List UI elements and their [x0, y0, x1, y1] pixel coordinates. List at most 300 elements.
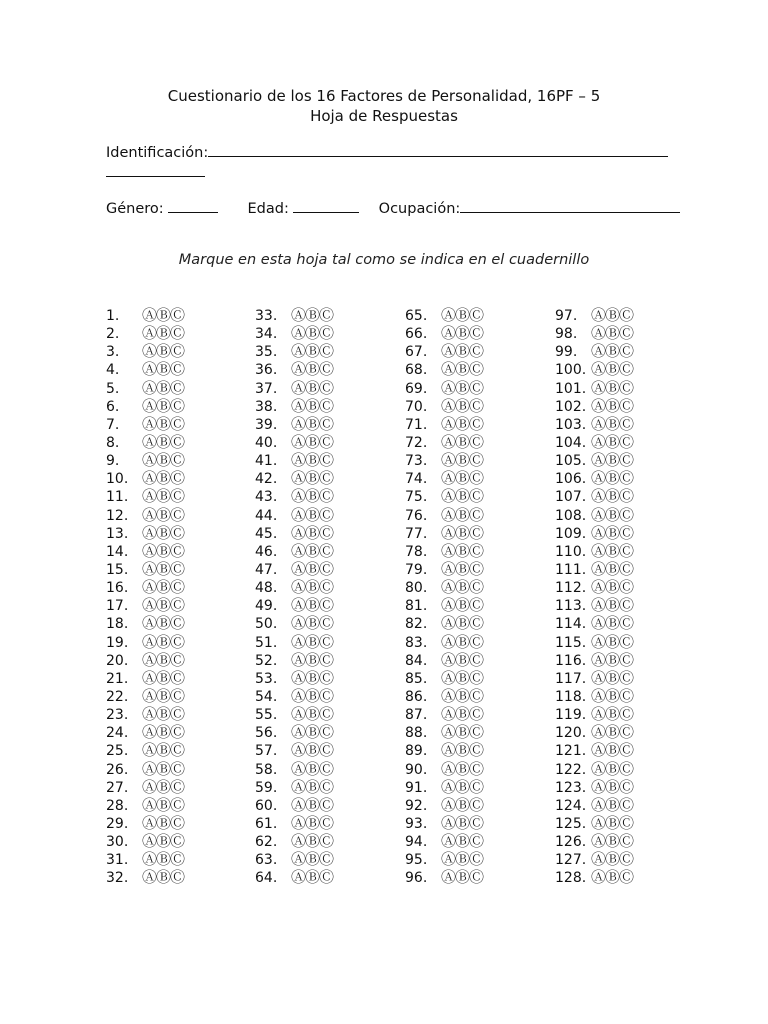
answer-options[interactable]: ⒶⒷⒸ	[591, 650, 634, 669]
answer-options[interactable]: ⒶⒷⒸ	[142, 505, 185, 524]
answer-options[interactable]: ⒶⒷⒸ	[291, 705, 334, 724]
answer-options[interactable]: ⒶⒷⒸ	[441, 432, 484, 451]
answer-options[interactable]: ⒶⒷⒸ	[291, 342, 334, 361]
answer-row-44	[255, 506, 395, 524]
answer-options[interactable]: ⒶⒷⒸ	[591, 777, 634, 796]
answer-options[interactable]: ⒶⒷⒸ	[591, 451, 634, 470]
answer-options[interactable]: ⒶⒷⒸ	[441, 795, 484, 814]
answer-row-56	[255, 723, 395, 741]
question-number: 22.	[106, 688, 129, 705]
question-number: 114.	[555, 616, 587, 633]
question-number: 78.	[405, 543, 428, 560]
answer-row-57	[255, 741, 395, 759]
answer-options[interactable]: ⒶⒷⒸ	[441, 777, 484, 796]
answer-row-65	[405, 306, 545, 324]
answer-options[interactable]: ⒶⒷⒸ	[291, 596, 334, 615]
answer-row-123	[555, 778, 695, 796]
question-number: 43.	[255, 489, 278, 506]
question-number: 125.	[555, 815, 587, 832]
answer-options[interactable]: ⒶⒷⒸ	[142, 487, 185, 506]
question-number: 76.	[405, 507, 428, 524]
answer-options[interactable]: ⒶⒷⒸ	[441, 541, 484, 560]
answer-options[interactable]: ⒶⒷⒸ	[441, 741, 484, 760]
identificacion-field[interactable]	[106, 142, 668, 161]
identificacion-blank-2[interactable]	[106, 162, 205, 177]
answer-options[interactable]: ⒶⒷⒸ	[142, 650, 185, 669]
question-number: 74.	[405, 471, 428, 488]
question-number: 82.	[405, 616, 428, 633]
question-number: 50.	[255, 616, 278, 633]
answer-options[interactable]: ⒶⒷⒸ	[591, 868, 634, 887]
answer-row-76	[405, 506, 545, 524]
answer-options[interactable]: ⒶⒷⒸ	[291, 360, 334, 379]
answer-row-104	[555, 433, 695, 451]
answer-row-67	[405, 342, 545, 360]
answer-row-29	[106, 814, 246, 832]
question-number: 90.	[405, 761, 428, 778]
answer-options[interactable]: ⒶⒷⒸ	[591, 723, 634, 742]
question-number: 21.	[106, 670, 129, 687]
answer-row-75	[405, 487, 545, 505]
answer-row-88	[405, 723, 545, 741]
question-number: 32.	[106, 870, 129, 887]
answer-options[interactable]: ⒶⒷⒸ	[142, 523, 185, 542]
question-number: 38.	[255, 398, 278, 415]
answer-row-126	[555, 832, 695, 850]
answer-options[interactable]: ⒶⒷⒸ	[591, 505, 634, 524]
answer-row-121	[555, 741, 695, 759]
question-number: 89.	[405, 743, 428, 760]
answer-options[interactable]: ⒶⒷⒸ	[142, 596, 185, 615]
question-number: 103.	[555, 416, 587, 433]
answer-row-64	[255, 868, 395, 886]
answer-options[interactable]: ⒶⒷⒸ	[291, 306, 334, 324]
answer-options[interactable]: ⒶⒷⒸ	[441, 396, 484, 415]
answer-row-31	[106, 850, 246, 868]
question-number: 112.	[555, 580, 587, 597]
answer-options[interactable]: ⒶⒷⒸ	[441, 759, 484, 778]
answer-row-14	[106, 542, 246, 560]
answer-options[interactable]: ⒶⒷⒸ	[142, 342, 185, 361]
answer-options[interactable]: ⒶⒷⒸ	[142, 614, 185, 633]
answer-row-25	[106, 741, 246, 759]
answer-options[interactable]: ⒶⒷⒸ	[441, 469, 484, 488]
question-number: 13.	[106, 525, 129, 542]
question-number: 46.	[255, 543, 278, 560]
answer-options[interactable]: ⒶⒷⒸ	[291, 523, 334, 542]
answer-options[interactable]: ⒶⒷⒸ	[591, 813, 634, 832]
answer-row-91	[405, 778, 545, 796]
answer-options[interactable]: ⒶⒷⒸ	[142, 469, 185, 488]
answer-options[interactable]: ⒶⒷⒸ	[291, 324, 334, 343]
answer-options[interactable]: ⒶⒷⒸ	[142, 414, 185, 433]
answer-options[interactable]: ⒶⒷⒸ	[591, 469, 634, 488]
answer-options[interactable]: ⒶⒷⒸ	[441, 686, 484, 705]
answer-row-106	[555, 469, 695, 487]
answer-row-46	[255, 542, 395, 560]
answer-row-111	[555, 560, 695, 578]
answer-row-108	[555, 506, 695, 524]
question-number: 1.	[106, 308, 120, 324]
answer-options[interactable]: ⒶⒷⒸ	[591, 360, 634, 379]
answer-row-128	[555, 868, 695, 886]
answer-row-51	[255, 633, 395, 651]
question-number: 56.	[255, 725, 278, 742]
answer-row-32	[106, 868, 246, 886]
answer-options[interactable]: ⒶⒷⒸ	[142, 832, 185, 851]
answer-row-6	[106, 397, 246, 415]
answer-options[interactable]: ⒶⒷⒸ	[441, 668, 484, 687]
answer-options[interactable]: ⒶⒷⒸ	[441, 487, 484, 506]
answer-options[interactable]: ⒶⒷⒸ	[441, 850, 484, 869]
answer-options[interactable]: ⒶⒷⒸ	[142, 578, 185, 597]
answer-row-95	[405, 850, 545, 868]
question-number: 124.	[555, 797, 587, 814]
question-number: 100.	[555, 362, 587, 379]
answer-options[interactable]: ⒶⒷⒸ	[291, 650, 334, 669]
answer-row-45	[255, 524, 395, 542]
answer-options[interactable]: ⒶⒷⒸ	[591, 432, 634, 451]
answer-options[interactable]: ⒶⒷⒸ	[591, 306, 634, 324]
answer-options[interactable]: ⒶⒷⒸ	[441, 559, 484, 578]
answer-row-74	[405, 469, 545, 487]
answer-options[interactable]: ⒶⒷⒸ	[291, 777, 334, 796]
answer-options[interactable]: ⒶⒷⒸ	[591, 832, 634, 851]
answer-options[interactable]: ⒶⒷⒸ	[142, 850, 185, 869]
answer-row-49	[255, 596, 395, 614]
answer-row-50	[255, 614, 395, 632]
question-number: 51.	[255, 634, 278, 651]
answer-options[interactable]: ⒶⒷⒸ	[142, 813, 185, 832]
answer-options[interactable]: ⒶⒷⒸ	[441, 578, 484, 597]
answer-options[interactable]: ⒶⒷⒸ	[591, 578, 634, 597]
question-number: 68.	[405, 362, 428, 379]
answer-options[interactable]: ⒶⒷⒸ	[441, 378, 484, 397]
answer-row-77	[405, 524, 545, 542]
question-number: 8.	[106, 434, 120, 451]
answer-options[interactable]: ⒶⒷⒸ	[291, 378, 334, 397]
ocupacion-blank[interactable]	[460, 198, 680, 213]
answer-options[interactable]: ⒶⒷⒸ	[291, 541, 334, 560]
answer-options[interactable]: ⒶⒷⒸ	[142, 360, 185, 379]
answer-options[interactable]: ⒶⒷⒸ	[142, 559, 185, 578]
answer-options[interactable]: ⒶⒷⒸ	[591, 850, 634, 869]
answer-options[interactable]: ⒶⒷⒸ	[441, 832, 484, 851]
answer-row-21	[106, 669, 246, 687]
answer-column-1	[106, 306, 246, 887]
question-number: 3.	[106, 344, 120, 361]
answer-column-3	[405, 306, 545, 887]
answer-options[interactable]: ⒶⒷⒸ	[591, 741, 634, 760]
question-number: 17.	[106, 598, 129, 615]
question-number: 4.	[106, 362, 120, 379]
question-number: 23.	[106, 707, 129, 724]
question-number: 107.	[555, 489, 587, 506]
question-number: 116.	[555, 652, 587, 669]
answer-row-127	[555, 850, 695, 868]
question-number: 110.	[555, 543, 587, 560]
answer-options[interactable]: ⒶⒷⒸ	[142, 324, 185, 343]
answer-options[interactable]: ⒶⒷⒸ	[441, 451, 484, 470]
answer-options[interactable]: ⒶⒷⒸ	[291, 578, 334, 597]
answer-options[interactable]: ⒶⒷⒸ	[441, 813, 484, 832]
answer-options[interactable]: ⒶⒷⒸ	[441, 723, 484, 742]
question-number: 102.	[555, 398, 587, 415]
answer-row-86	[405, 687, 545, 705]
answer-options[interactable]: ⒶⒷⒸ	[441, 342, 484, 361]
question-number: 34.	[255, 326, 278, 343]
question-number: 20.	[106, 652, 129, 669]
question-number: 62.	[255, 834, 278, 851]
answer-options[interactable]: ⒶⒷⒸ	[142, 632, 185, 651]
answer-row-35	[255, 342, 395, 360]
edad-label: Edad:	[247, 201, 289, 217]
answer-options[interactable]: ⒶⒷⒸ	[591, 523, 634, 542]
answer-options[interactable]: ⒶⒷⒸ	[441, 614, 484, 633]
answer-row-83	[405, 633, 545, 651]
question-number: 96.	[405, 870, 428, 887]
answer-options[interactable]: ⒶⒷⒸ	[591, 686, 634, 705]
answer-row-47	[255, 560, 395, 578]
answer-row-63	[255, 850, 395, 868]
question-number: 71.	[405, 416, 428, 433]
answer-row-84	[405, 651, 545, 669]
answer-options[interactable]: ⒶⒷⒸ	[591, 596, 634, 615]
answer-options[interactable]: ⒶⒷⒸ	[291, 686, 334, 705]
answer-options[interactable]: ⒶⒷⒸ	[441, 596, 484, 615]
answer-options[interactable]: ⒶⒷⒸ	[142, 668, 185, 687]
answer-options[interactable]: ⒶⒷⒸ	[441, 632, 484, 651]
answer-options[interactable]: ⒶⒷⒸ	[591, 795, 634, 814]
answer-row-43	[255, 487, 395, 505]
answer-row-12	[106, 506, 246, 524]
answer-options[interactable]: ⒶⒷⒸ	[591, 414, 634, 433]
answer-options[interactable]: ⒶⒷⒸ	[142, 741, 185, 760]
answer-row-13	[106, 524, 246, 542]
answer-options[interactable]: ⒶⒷⒸ	[441, 306, 484, 324]
edad-blank[interactable]	[293, 198, 359, 213]
answer-options[interactable]: ⒶⒷⒸ	[441, 705, 484, 724]
answer-options[interactable]: ⒶⒷⒸ	[142, 396, 185, 415]
question-number: 86.	[405, 688, 428, 705]
answer-row-37	[255, 379, 395, 397]
answer-options[interactable]: ⒶⒷⒸ	[291, 832, 334, 851]
answer-options[interactable]: ⒶⒷⒸ	[441, 414, 484, 433]
answer-row-5	[106, 379, 246, 397]
answer-options[interactable]: ⒶⒷⒸ	[142, 705, 185, 724]
sheet-title	[0, 86, 768, 126]
answer-options[interactable]: ⒶⒷⒸ	[142, 686, 185, 705]
answer-options[interactable]: ⒶⒷⒸ	[591, 614, 634, 633]
answer-row-117	[555, 669, 695, 687]
identificacion-blank[interactable]	[208, 142, 668, 157]
question-number: 14.	[106, 543, 129, 560]
answer-options[interactable]: ⒶⒷⒸ	[591, 541, 634, 560]
answer-options[interactable]: ⒶⒷⒸ	[441, 505, 484, 524]
answer-row-68	[405, 360, 545, 378]
identificacion-field-continuation[interactable]	[106, 162, 205, 181]
answer-options[interactable]: ⒶⒷⒸ	[291, 451, 334, 470]
question-number: 41.	[255, 453, 278, 470]
answer-options[interactable]: ⒶⒷⒸ	[291, 487, 334, 506]
question-number: 109.	[555, 525, 587, 542]
question-number: 19.	[106, 634, 129, 651]
question-number: 77.	[405, 525, 428, 542]
question-number: 83.	[405, 634, 428, 651]
question-number: 9.	[106, 453, 120, 470]
answer-row-115	[555, 633, 695, 651]
question-number: 52.	[255, 652, 278, 669]
answer-options[interactable]: ⒶⒷⒸ	[591, 342, 634, 361]
answer-options[interactable]: ⒶⒷⒸ	[591, 324, 634, 343]
answer-row-54	[255, 687, 395, 705]
answer-options[interactable]: ⒶⒷⒸ	[142, 306, 185, 324]
answer-options[interactable]: ⒶⒷⒸ	[291, 396, 334, 415]
question-number: 113.	[555, 598, 587, 615]
answer-options[interactable]: ⒶⒷⒸ	[142, 777, 185, 796]
answer-row-28	[106, 796, 246, 814]
answer-options[interactable]: ⒶⒷⒸ	[591, 378, 634, 397]
answer-row-125	[555, 814, 695, 832]
answer-options[interactable]: ⒶⒷⒸ	[291, 723, 334, 742]
answer-options[interactable]: ⒶⒷⒸ	[291, 741, 334, 760]
answer-options[interactable]: ⒶⒷⒸ	[441, 868, 484, 887]
answer-options[interactable]: ⒶⒷⒸ	[591, 705, 634, 724]
answer-options[interactable]: ⒶⒷⒸ	[291, 795, 334, 814]
question-number: 127.	[555, 852, 587, 869]
answer-options[interactable]: ⒶⒷⒸ	[291, 668, 334, 687]
question-number: 88.	[405, 725, 428, 742]
answer-options[interactable]: ⒶⒷⒸ	[142, 541, 185, 560]
question-number: 27.	[106, 779, 129, 796]
answer-options[interactable]: ⒶⒷⒸ	[291, 813, 334, 832]
answer-options[interactable]: ⒶⒷⒸ	[142, 432, 185, 451]
answer-options[interactable]: ⒶⒷⒸ	[291, 759, 334, 778]
answer-row-38	[255, 397, 395, 415]
answer-options[interactable]: ⒶⒷⒸ	[591, 759, 634, 778]
answer-options[interactable]: ⒶⒷⒸ	[591, 487, 634, 506]
answer-options[interactable]: ⒶⒷⒸ	[142, 868, 185, 887]
answer-options[interactable]: ⒶⒷⒸ	[142, 451, 185, 470]
answer-row-124	[555, 796, 695, 814]
answer-row-72	[405, 433, 545, 451]
answer-options[interactable]: ⒶⒷⒸ	[441, 360, 484, 379]
question-number: 106.	[555, 471, 587, 488]
answer-row-107	[555, 487, 695, 505]
question-number: 6.	[106, 398, 120, 415]
question-number: 45.	[255, 525, 278, 542]
answer-row-2	[106, 324, 246, 342]
answer-options[interactable]: ⒶⒷⒸ	[291, 432, 334, 451]
answer-grid	[0, 306, 768, 890]
answer-row-22	[106, 687, 246, 705]
answer-row-26	[106, 760, 246, 778]
question-number: 33.	[255, 308, 278, 324]
answer-options[interactable]: ⒶⒷⒸ	[291, 868, 334, 887]
answer-row-58	[255, 760, 395, 778]
answer-row-119	[555, 705, 695, 723]
answer-row-99	[555, 342, 695, 360]
answer-row-7	[106, 415, 246, 433]
answer-row-112	[555, 578, 695, 596]
question-number: 85.	[405, 670, 428, 687]
answer-options[interactable]: ⒶⒷⒸ	[591, 668, 634, 687]
question-number: 115.	[555, 634, 587, 651]
answer-options[interactable]: ⒶⒷⒸ	[142, 378, 185, 397]
question-number: 91.	[405, 779, 428, 796]
title-line-1: Cuestionario de los 16 Factores de Personalidad, 16PF – 5	[167, 87, 601, 105]
question-number: 11.	[106, 489, 129, 506]
answer-options[interactable]: ⒶⒷⒸ	[441, 523, 484, 542]
answer-options[interactable]: ⒶⒷⒸ	[591, 396, 634, 415]
answer-row-3	[106, 342, 246, 360]
answer-row-97	[555, 306, 695, 324]
answer-options[interactable]: ⒶⒷⒸ	[142, 759, 185, 778]
question-number: 98.	[555, 326, 578, 343]
answer-options[interactable]: ⒶⒷⒸ	[291, 850, 334, 869]
answer-options[interactable]: ⒶⒷⒸ	[441, 650, 484, 669]
genero-blank[interactable]	[168, 198, 218, 213]
answer-row-55	[255, 705, 395, 723]
question-number: 35.	[255, 344, 278, 361]
answer-row-70	[405, 397, 545, 415]
answer-options[interactable]: ⒶⒷⒸ	[591, 559, 634, 578]
question-number: 123.	[555, 779, 587, 796]
answer-options[interactable]: ⒶⒷⒸ	[591, 632, 634, 651]
answer-options[interactable]: ⒶⒷⒸ	[291, 559, 334, 578]
answer-options[interactable]: ⒶⒷⒸ	[441, 324, 484, 343]
question-number: 58.	[255, 761, 278, 778]
question-number: 47.	[255, 561, 278, 578]
question-number: 36.	[255, 362, 278, 379]
answer-row-90	[405, 760, 545, 778]
question-number: 48.	[255, 580, 278, 597]
answer-row-92	[405, 796, 545, 814]
question-number: 60.	[255, 797, 278, 814]
answer-options[interactable]: ⒶⒷⒸ	[291, 614, 334, 633]
answer-row-79	[405, 560, 545, 578]
answer-options[interactable]: ⒶⒷⒸ	[291, 505, 334, 524]
answer-row-102	[555, 397, 695, 415]
answer-options[interactable]: ⒶⒷⒸ	[142, 723, 185, 742]
question-number: 55.	[255, 707, 278, 724]
title-line-2: Hoja de Respuestas	[310, 107, 458, 125]
answer-options[interactable]: ⒶⒷⒸ	[291, 414, 334, 433]
answer-row-100	[555, 360, 695, 378]
question-number: 18.	[106, 616, 129, 633]
question-number: 128.	[555, 870, 587, 887]
question-number: 12.	[106, 507, 129, 524]
answer-row-1	[106, 306, 246, 324]
answer-row-19	[106, 633, 246, 651]
question-number: 31.	[106, 852, 129, 869]
answer-row-30	[106, 832, 246, 850]
question-number: 97.	[555, 308, 578, 324]
question-number: 40.	[255, 434, 278, 451]
answer-row-96	[405, 868, 545, 886]
question-number: 122.	[555, 761, 587, 778]
question-number: 64.	[255, 870, 278, 887]
answer-options[interactable]: ⒶⒷⒸ	[291, 469, 334, 488]
answer-column-2	[255, 306, 395, 887]
question-number: 10.	[106, 471, 129, 488]
answer-row-120	[555, 723, 695, 741]
question-number: 15.	[106, 561, 129, 578]
answer-options[interactable]: ⒶⒷⒸ	[291, 632, 334, 651]
answer-options[interactable]: ⒶⒷⒸ	[142, 795, 185, 814]
answer-row-94	[405, 832, 545, 850]
answer-row-42	[255, 469, 395, 487]
